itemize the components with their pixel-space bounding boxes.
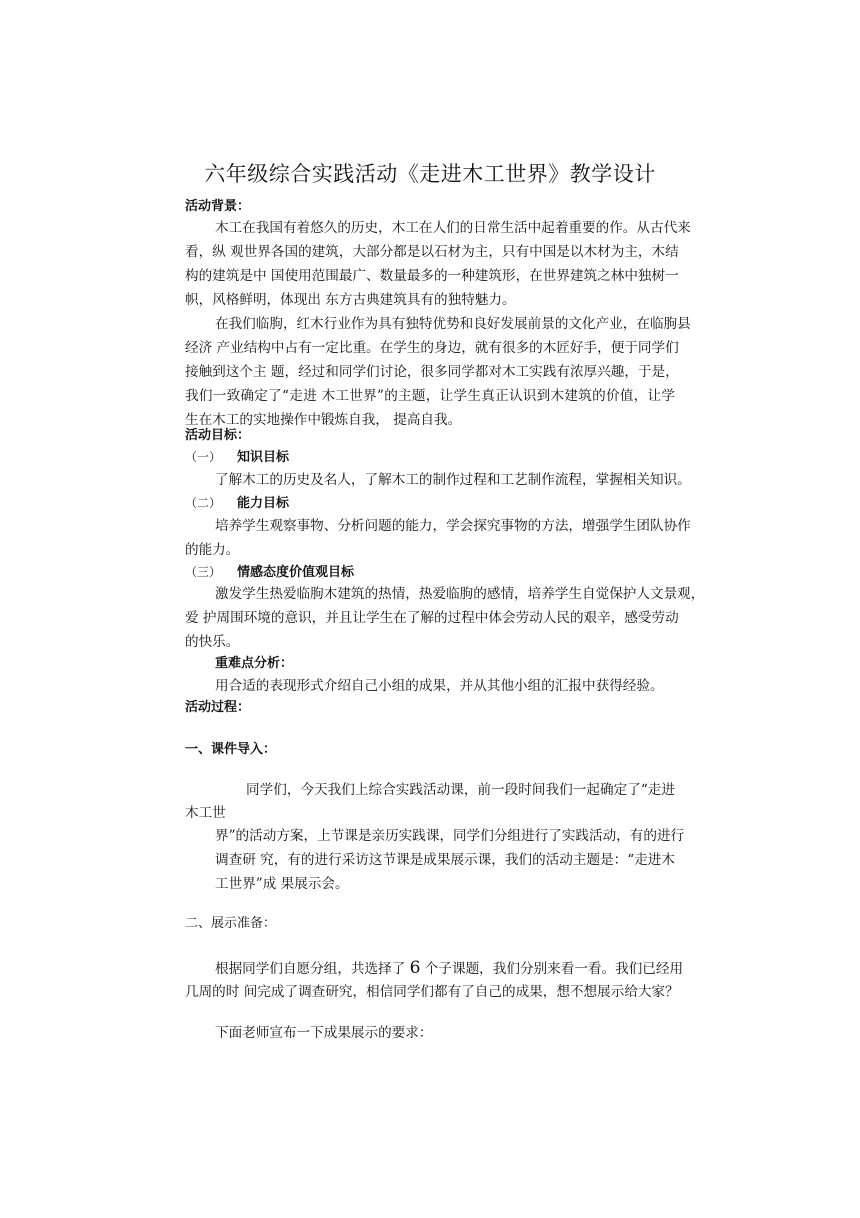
- text-line: 看，纵 观世界各国的建筑，大部分都是以石材为主，只有中国是以木材为主，木结: [185, 244, 679, 260]
- text-line: 界”的活动方案，上节课是亲历实践课，同学们分组进行了实践活动，有的进行: [215, 828, 685, 844]
- text-line: 木工在我国有着悠久的历史，木工在人们的日常生活中起着重要的作。从古代来: [215, 220, 691, 236]
- text-line: 帜，风格鲜明，体现出 东方古典建筑具有的独特魅力。: [185, 292, 516, 308]
- background-heading: 活动背景：: [185, 199, 251, 214]
- goal-3-title: 情感态度价值观目标: [237, 565, 355, 580]
- text-line: 激发学生热爱临朐木建筑的热情，热爱临朐的感情，培养学生自觉保护人文景观，: [215, 586, 705, 602]
- difficulty-text: 用合适的表现形式介绍自己小组的成果，并从其他小组的汇报中获得经验。: [215, 678, 664, 694]
- text-line: 培养学生观察事物、分析问题的能力，学会探究事物的方法，增强学生团队协作: [215, 518, 691, 534]
- goal-3-heading: [185, 562, 354, 583]
- text-line: 我们一致确定了“走进 木工世界”的主题，让学生真正认识到木建筑的价值，让学: [185, 388, 675, 404]
- text-line: 生在木工的实地操作中锻炼自我， 提高自我。: [185, 412, 462, 428]
- section-2-heading: 二、展示准备：: [185, 916, 277, 931]
- section-2-paragraph-2: 下面老师宣布一下成果展示的要求：: [215, 1025, 433, 1041]
- goal-2-title: 能力目标: [237, 496, 290, 511]
- text-line: 木工世: [185, 805, 226, 821]
- goal-1-heading: [185, 447, 289, 468]
- process-heading: 活动过程：: [185, 700, 251, 715]
- text-line: 接触到这个主 题，经过和同学们讨论，很多同学都对木工实践有浓厚兴趣，于是，: [185, 364, 679, 380]
- text-line: 爱 护周围环境的意识，并且让学生在了解的过程中体会劳动人民的艰辛，感受劳动: [185, 610, 679, 626]
- text-line: 的能力。: [185, 542, 240, 558]
- goal-1-number: （一）: [185, 450, 222, 464]
- difficulty-heading: 重难点分析：: [215, 656, 294, 671]
- text-line: 的快乐。: [185, 634, 240, 650]
- text-line: 几周的时 间完成了调查研究，相信同学们都有了自己的成果，想不想展示给大家？: [185, 984, 679, 1000]
- text-line: 在我们临朐，红木行业作为具有独特优势和良好发展前景的文化产业，在临朐县: [215, 316, 691, 332]
- text-line: 同学们，今天我们上综合实践活动课，前一段时间我们一起确定了“走进: [246, 782, 675, 798]
- goal-3-number: （三）: [185, 565, 222, 579]
- text-span: 个子课题，我们分别来看一看。我们已经用: [420, 961, 684, 977]
- text-line: 工世界”成 果展示会。: [215, 876, 349, 892]
- text-line: 经济 产业结构中占有一定比重。在学生的身边，就有很多的木匠好手，便于同学们: [185, 340, 679, 356]
- text-line: 构的建筑是中 国使用范围最广、数量最多的一种建筑形，在世界建筑之林中独树一: [185, 268, 679, 284]
- goals-heading: 活动目标：: [185, 428, 251, 443]
- document-title: 六年级综合实践活动《走进木工世界》教学设计: [204, 162, 656, 186]
- section-2-line-1: [215, 956, 684, 981]
- goal-1-title: 知识目标: [237, 450, 290, 465]
- text-span: 根据同学们自愿分组，共选择了: [215, 961, 410, 977]
- section-1-heading: 一、课件导入：: [185, 742, 277, 757]
- goal-1-text: 了解木工的历史及名人，了解木工的制作过程和工艺制作流程，掌握相关知识。: [215, 472, 691, 488]
- goal-2-heading: [185, 493, 289, 514]
- goal-2-number: （二）: [185, 496, 222, 510]
- text-line: 调查研 究，有的进行采访这节课是成果展示课，我们的活动主题是：“走进木: [215, 852, 675, 868]
- count-number: 6: [409, 958, 421, 978]
